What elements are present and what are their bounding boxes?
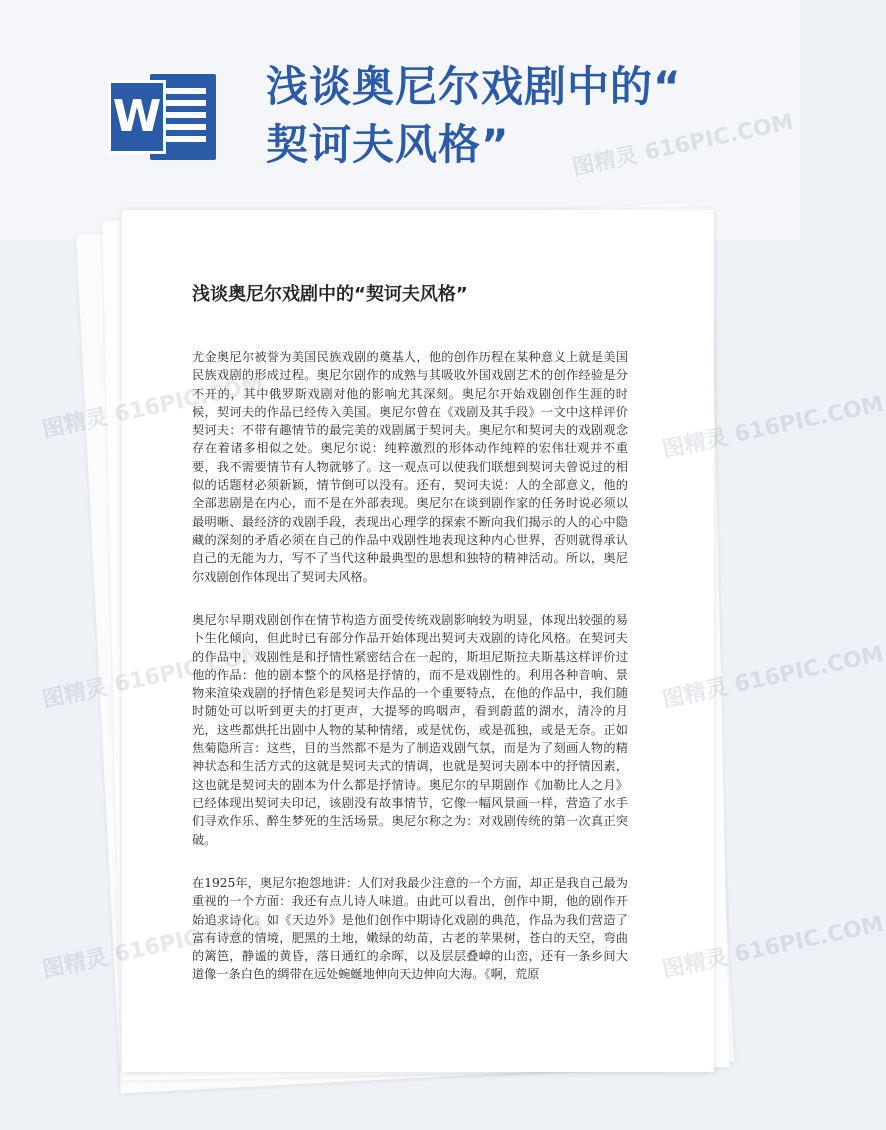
paragraph-3: 在1925年，奥尼尔抱怨地讲：人们对我最少注意的一个方面，却正是我自己最为重视的一个方面：我还有点儿诗人味道。由此可以看出，创作中期，他的剧作开始追求诗化。如《天边外》是他们创作中期诗化戏剧的典范，作品为我们营造了富有诗意的情境，肥黑的土地，嫩绿的幼苗，古老的苹果树，苍白的天空，弯曲的篱笆，静谧的黄昏，落日通红的余晖，以及层层叠嶂的山峦，还有一条乡间大道像一条白色的绸带在远处蜿蜒地伸向天边伸向大海。《啊，荒原 (192, 876, 628, 982)
watermark: 图精灵 616PIC.COM (660, 641, 886, 714)
document-page (122, 210, 714, 1072)
word-badge: W (108, 80, 166, 154)
watermark: 图精灵 616PIC.COM (40, 911, 266, 984)
paragraph-2: 奥尼尔早期戏剧创作在情节构造方面受传统戏剧影响较为明显，体现出较强的易卜生化倾向，但此时已有部分作品开始体现出契诃夫戏剧的诗化风格。在契诃夫的作品中，戏剧性是和抒情性紧密结合在一起的，斯坦尼斯拉夫斯基这样评价过他的作品：他的剧本整个的风格是抒情的，而不是戏剧性的。利用各种音响、景物来渲染戏剧的抒情色彩是契诃夫作品的一个重要特点，在他的作品中，我们随时随处可以听到更夫的打更声，大提琴的呜咽声，看到蔚蓝的湖水，清冷的月光，这些都烘托出剧中人物的某种情绪，或是忧伤，或是孤独，或是无奈。正如焦菊隐所言：这些，目的当然都不是为了制造戏剧气氛，而是为了刻画人物的精神状态和生活方式的这就是契诃夫式的情调，也就是契诃夫剧本中的抒情因素，这也就是契诃夫的剧本为什么都是抒情诗。奥尼尔的早期剧作《加勒比人之月》已经体现出契诃夫印记，该剧没有故事情节，它像一幅风景画一样，营造了水手们寻欢作乐、醉生梦死的生活场景。奥尼尔称之为：对戏剧传统的第一次真正突破。 (192, 613, 628, 847)
banner-title-line1: 浅谈奥尼尔戏剧中的“ (266, 62, 682, 111)
watermark: 图精灵 616PIC.COM (40, 371, 266, 444)
banner-title (266, 58, 766, 174)
watermark: 图精灵 616PIC.COM (660, 391, 886, 464)
word-document-icon (108, 72, 218, 162)
banner-title-line2: 契诃夫风格” (266, 120, 510, 169)
watermark: 图精灵 616PIC.COM (40, 641, 266, 714)
document-title: 浅谈奥尼尔戏剧中的“契诃夫风格” (192, 284, 468, 305)
paragraph-1: 尤金奥尼尔被誉为美国民族戏剧的奠基人，他的创作历程在某种意义上就是美国民族戏剧的形成过程。奥尼尔剧作的成熟与其吸收外国戏剧艺术的创作经验是分不开的，其中俄罗斯戏剧对他的影响尤其深刻。奥尼尔开始戏剧创作生涯的时候，契诃夫的作品已经传入美国。奥尼尔曾在《戏剧及其手段》一文中这样评价契诃夫：不带有趣情节的最完美的戏剧属于契诃夫。奥尼尔和契诃夫的戏剧观念存在着诸多相似之处。奥尼尔说：纯粹激烈的形体动作纯粹的宏伟壮观并不重要，我不需要情节有人物就够了。这一观点可以使我们联想到契诃夫曾说过的相似的话题材必须新颖，情节倒可以没有。还有，契诃夫说：人的全部意义，他的全部悲剧是在内心，而不是在外部表现。奥尼尔在谈到剧作家的任务时说必须以最明晰、最经济的戏剧手段，表现出心理学的探索不断向我们揭示的人的心中隐藏的深刻的矛盾必须在自己的作品中戏剧性地表现这种内心世界，否则就得承认自己的无能为力，写不了当代这种最典型的思想和独特的精神活动。所以，奥尼尔戏剧创作体现出了契诃夫风格。 (192, 350, 628, 584)
watermark: 图精灵 616PIC.COM (660, 911, 886, 984)
watermark: 图精灵 616PIC.COM (570, 109, 796, 182)
